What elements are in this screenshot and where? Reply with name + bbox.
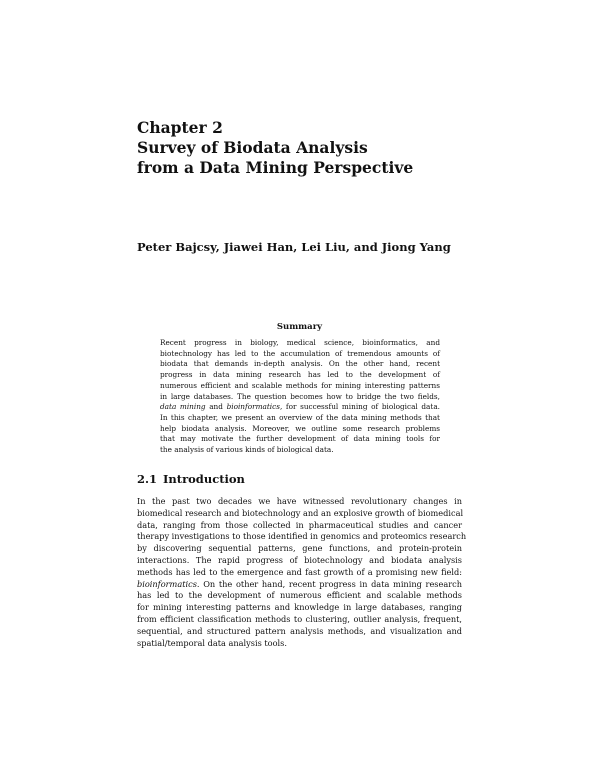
intro-line: methods has led to the emergence and fast growth of a promising new field:: [137, 566, 462, 577]
summary-line: biodata that demands in-depth analysis. On the other hand, recent: [160, 359, 440, 369]
intro-line: interactions. The rapid progress of biotechnology and biodata analysis: [137, 554, 462, 565]
intro-line: has led to the development of numerous efficient and scalable methods: [137, 590, 462, 601]
intro-line: from efficient classification methods to clustering, outlier analysis, frequent,: [137, 613, 462, 624]
term-bioinformatics: bioinformatics: [226, 402, 280, 412]
intro-fragment: . On the other hand, recent progress in data mining research: [196, 578, 462, 589]
intro-line: biomedical research and biotechnology and an explosive growth of biomedical: [137, 507, 464, 518]
summary-line: numerous efficient and scalable methods for mining interesting patterns: [160, 380, 440, 390]
summary-line: progress in data mining research has led to the development of: [160, 370, 440, 380]
summary-line: in large databases. The question becomes how to bridge the two fields,: [160, 391, 440, 401]
introduction-paragraph: [137, 496, 467, 649]
intro-line: spatial/temporal data analysis tools.: [137, 637, 287, 648]
section-heading: [137, 472, 245, 486]
summary-line: In this chapter, we present an overview of the data mining methods that: [160, 412, 440, 422]
chapter-title-line-2: from a Data Mining Perspective: [137, 158, 414, 177]
term-data-mining: data mining: [160, 402, 206, 412]
term-bioinformatics: bioinformatics: [137, 578, 197, 589]
summary-line: the analysis of various kinds of biological data.: [160, 445, 334, 455]
summary-line: [160, 402, 440, 413]
summary-line: biotechnology has led to the accumulation of tremendous amounts of: [160, 348, 440, 358]
section-number: 2.1: [137, 472, 158, 486]
summary-title: Summary: [276, 322, 323, 332]
intro-line: In the past two decades we have witnessed revolutionary changes in: [137, 496, 462, 506]
intro-line: sequential, and structured pattern analysis methods, and visualization and: [137, 625, 462, 636]
authors: Peter Bajcsy, Jiawei Han, Lei Liu, and Jiong Yang: [137, 240, 451, 254]
summary-line: Recent progress in biology, medical science, bioinformatics, and: [160, 338, 440, 347]
chapter-title-line-1: Survey of Biodata Analysis: [137, 138, 368, 157]
chapter-label: Chapter 2: [137, 118, 223, 137]
summary-line: that may motivate the further development of data mining tools for: [160, 434, 440, 444]
intro-line: data, ranging from those collected in pharmaceutical studies and cancer: [137, 519, 462, 530]
intro-line: for mining interesting patterns and knowledge in large databases, ranging: [137, 602, 462, 613]
summary-abstract: [160, 338, 440, 456]
summary-line: help biodata analysis. Moreover, we outline some research problems: [160, 423, 440, 433]
section-title: Introduction: [163, 472, 245, 486]
intro-line: therapy investigations to those identified in genomics and proteomics research: [137, 531, 467, 542]
summary-and: and: [205, 402, 227, 412]
intro-line: by discovering sequential patterns, gene functions, and protein-protein: [137, 543, 462, 554]
intro-line: [137, 579, 462, 591]
chapter-heading: [137, 118, 413, 178]
summary-fragment: , for successful mining of biological data.: [279, 402, 440, 412]
